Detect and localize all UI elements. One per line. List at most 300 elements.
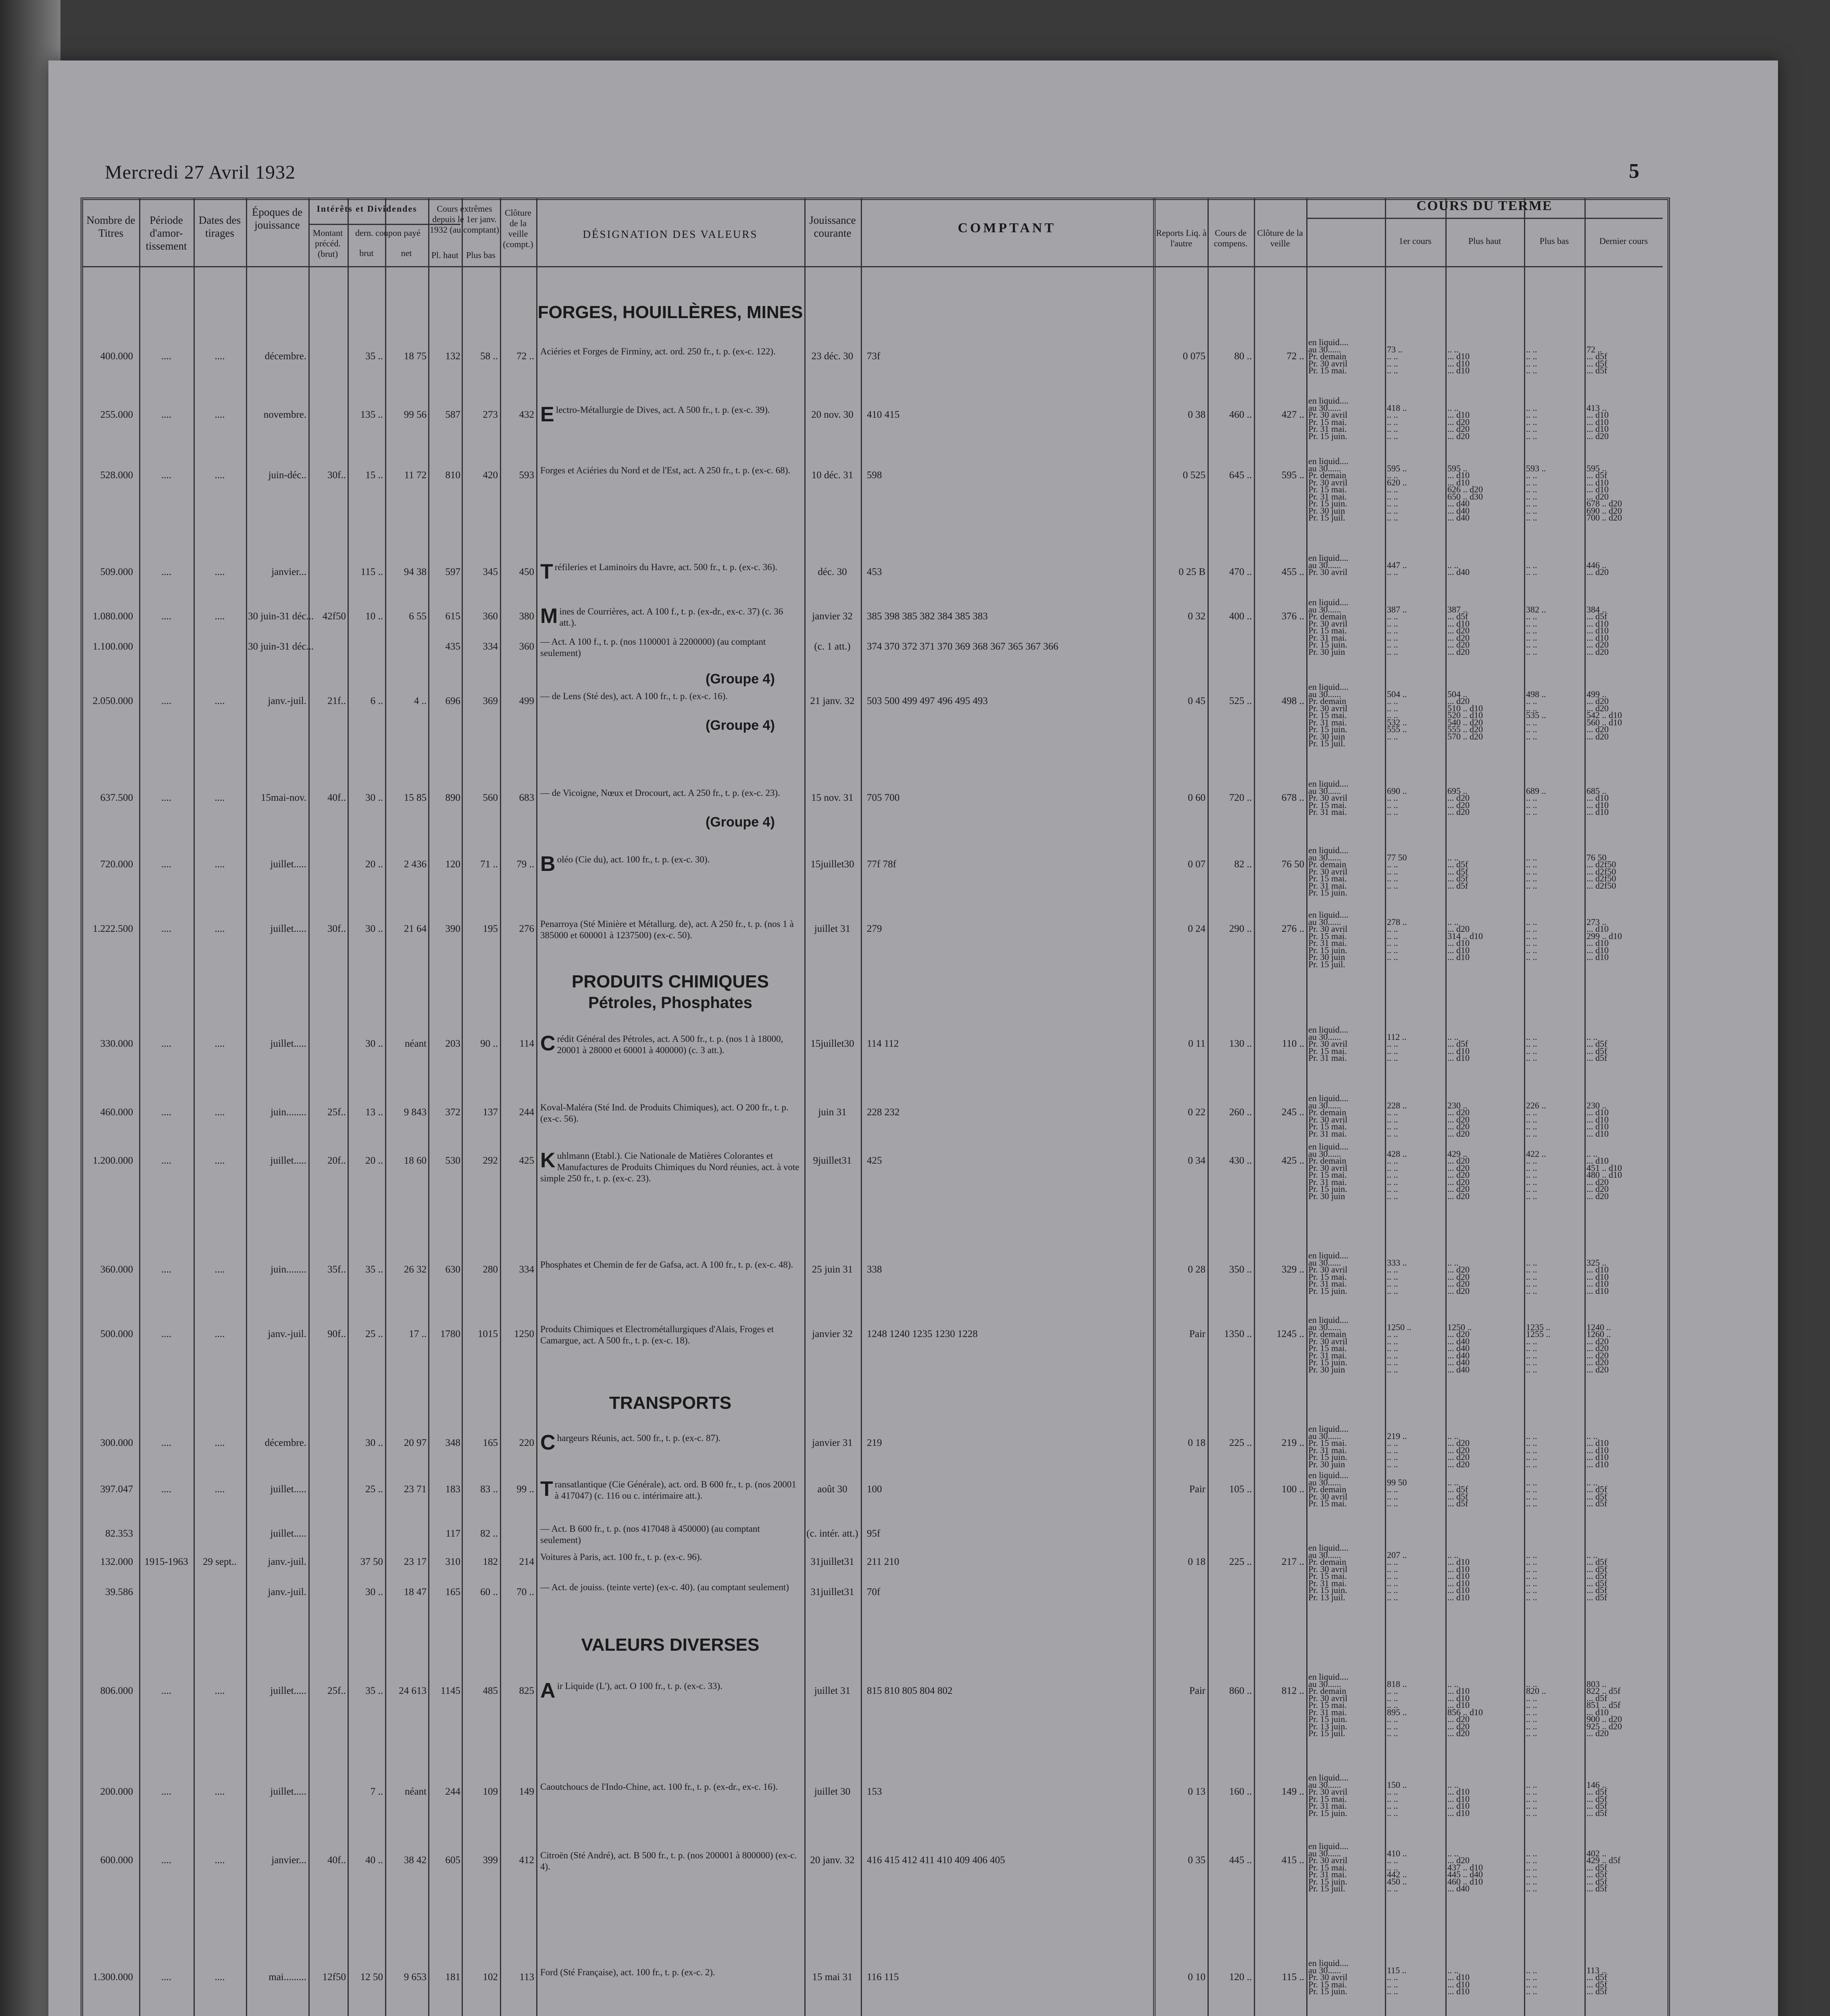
cell-net: 23 17 [404, 1556, 427, 1567]
designation-text: Phosphates et Chemin de fer de Gafsa, act. A 100 fr., t. p. (ex-c. 48). [540, 1260, 793, 1270]
cell-veille: 595 .. [1281, 470, 1304, 481]
cell-epoque: mai......... [269, 1972, 306, 1983]
cell-periode: .... [161, 1155, 171, 1166]
cell-compens: 1350 .. [1224, 1329, 1252, 1339]
cell-nombre: 1.100.000 [93, 641, 133, 652]
cell-compens: 120 .. [1229, 1972, 1252, 1983]
groupe-label: (Groupe 4) [706, 814, 775, 830]
cell-net: 2 436 [404, 859, 427, 870]
cell-jouissance: 10 déc. 31 [811, 470, 854, 481]
cell-compens: 460 .. [1229, 409, 1252, 420]
cell-nombre: 1.080.000 [93, 611, 133, 622]
cell-cloture: 1250 [514, 1329, 534, 1339]
cell-reports: 0 25 B [1178, 566, 1205, 577]
designation-text: lectro-Métallurgie de Dives, act. A 500 fr., t. p. (ex-c. 39). [556, 405, 770, 415]
col-plbas: Plus bas [466, 250, 495, 260]
cell-comptant: 410 415 [867, 409, 900, 420]
cell-nombre: 82.353 [105, 1528, 133, 1539]
table-row [0, 910, 1665, 969]
cell-cloture: 244 [519, 1107, 534, 1118]
cell-compens: 720 .. [1229, 792, 1252, 803]
cell-reports: 0 28 [1188, 1264, 1205, 1275]
cell-reports: 0 07 [1188, 859, 1205, 870]
cell-compens: 525 .. [1229, 696, 1252, 706]
terme-phaut: .. .. ... d5f ... d5f ... d5f [1447, 1477, 1468, 1508]
cell-net: 17 .. [409, 1329, 427, 1339]
terme-pbas: .. .. .. .. .. .. .. .. .. .. [1526, 402, 1537, 441]
cell-epoque: novembre. [263, 409, 306, 420]
cell-compens: 160 .. [1229, 1786, 1252, 1797]
terme-phaut: 387 .. ... d5f ... d10 ... d20 ... d20 ... d20 ... d20 [1447, 604, 1470, 657]
cell-dates: .... [214, 351, 225, 362]
cell-bas: 420 [483, 470, 498, 481]
cell-compens: 225 .. [1229, 1556, 1252, 1567]
cell-veille: 219 .. [1281, 1437, 1304, 1448]
cell-reports: 0 24 [1188, 923, 1205, 934]
terme-dernier: 113 .. ... d5f ... d5f ... d5f [1586, 1965, 1607, 1996]
terme-dernier: .. .. ... d5f ... d5f ... d5f [1586, 1031, 1607, 1063]
cell-bas: 165 [483, 1437, 498, 1448]
col-plus-haut: Plus haut [1468, 236, 1501, 246]
terme-terme: en liquid.... au 30...... Pr. 30 avril Pr. 15 mai. Pr. 31 mai. Pr. 15 juin. Pr. 30 juin Pr. 15 juil. [1308, 910, 1349, 969]
cell-montant: 42f50 [322, 611, 346, 622]
cell-cloture: 220 [519, 1437, 534, 1448]
cell-periode: 1915-1963 [144, 1556, 188, 1567]
terme-premier: 228 .. .. .. .. .. .. .. .. .. [1387, 1100, 1407, 1139]
designation-initial: K [540, 1149, 556, 1172]
cell-jouissance: juillet 30 [814, 1786, 851, 1797]
terme-dernier: 402 .. 429 .. d5f ... d5f ... d5f ... d5f ... d5f [1586, 1848, 1621, 1893]
designation-text: — Act. B 600 fr., t. p. (nos 417048 à 450000) (au comptant seulement) [540, 1524, 760, 1545]
cell-net: 23 71 [404, 1484, 427, 1495]
cell-jouissance: 15juillet30 [810, 1038, 854, 1049]
table-row [0, 456, 1665, 523]
cell-nombre: 528.000 [100, 470, 133, 481]
cell-reports: 0 18 [1188, 1556, 1205, 1567]
cell-reports: 0 22 [1188, 1107, 1205, 1118]
cell-epoque: 15mai-nov. [261, 792, 306, 803]
cell-brut: 12 50 [360, 1972, 383, 1983]
designation-text: ir Liquide (L'), act. O 100 fr., t. p. (ex-c. 33). [557, 1681, 722, 1691]
terme-dernier: 685 .. ... d10 ... d10 ... d10 [1586, 785, 1609, 817]
col-designation: DÉSIGNATION DES VALEURS [583, 228, 758, 240]
terme-pbas: .. .. .. .. .. .. .. .. .. .. [1526, 1779, 1537, 1818]
cell-brut: 13 .. [365, 1107, 383, 1118]
designation [540, 606, 800, 629]
terme-dernier: 446 .. ... d20 [1586, 560, 1609, 577]
terme-pbas: 593 .. .. .. .. .. .. .. .. .. .. .. .. .. .. .. [1526, 463, 1546, 523]
cell-montant: 20f.. [327, 1155, 346, 1166]
cell-comptant: 70f [867, 1587, 881, 1597]
cell-net: 21 64 [404, 923, 427, 934]
cell-comptant: 116 115 [867, 1972, 899, 1983]
col-brut: brut [359, 248, 374, 258]
cell-nombre: 720.000 [100, 859, 133, 870]
col-cours-du-terme: COURS DU TERME [1416, 198, 1553, 213]
cell-bas: 345 [483, 566, 498, 577]
terme-pbas: .. .. .. .. .. .. .. .. .. .. [1526, 852, 1537, 891]
cell-nombre: 1.200.000 [93, 1155, 133, 1166]
cell-jouissance: déc. 30 [818, 566, 847, 577]
cell-veille: 76 50 [1281, 859, 1304, 870]
terme-terme: en liquid.... au 30...... Pr. 30 avril Pr. 15 mai. Pr. 31 mai. [1308, 779, 1349, 817]
cell-brut: 7 .. [370, 1786, 383, 1797]
terme-premier: 410 .. .. .. .. .. 442 .. 450 .. .. .. [1387, 1848, 1407, 1893]
cell-comptant: 211 210 [867, 1556, 899, 1567]
cell-reports: 0 075 [1183, 351, 1205, 362]
cell-epoque: juillet..... [270, 1685, 306, 1696]
cell-periode: .... [161, 1484, 171, 1495]
designation [540, 1150, 800, 1184]
cell-bas: 195 [483, 923, 498, 934]
cell-nombre: 2.050.000 [93, 696, 133, 706]
terme-dernier: .. .. ... d5f ... d5f ... d5f ... d5f ... d5f ... d5f [1586, 1549, 1607, 1602]
cell-net: 94 38 [404, 566, 427, 577]
designation [540, 854, 800, 874]
table-row [0, 1315, 1665, 1375]
cell-periode: .... [161, 1264, 171, 1275]
cell-net: 20 97 [404, 1437, 427, 1448]
cell-brut: 35 .. [365, 1685, 383, 1696]
terme-phaut: .. .. ... d10 ... d10 ... d10 856 .. d10 ... d20 ... d20 ... d20 [1447, 1679, 1483, 1738]
cell-periode: .... [161, 566, 171, 577]
cell-montant: 12f50 [322, 1972, 346, 1983]
cell-jouissance: 23 déc. 30 [811, 351, 854, 362]
cell-nombre: 600.000 [100, 1855, 133, 1866]
terme-phaut: .. .. ... d20 314 .. d10 ... d10 ... d10 ... d10 [1447, 916, 1483, 962]
terme-premier: 418 .. .. .. .. .. .. .. .. .. [1387, 402, 1407, 441]
designation-text: — de Lens (Sté des), act. A 100 fr., t. p. (ex-c. 16). [540, 691, 728, 701]
cell-net: 9 843 [404, 1107, 427, 1118]
cell-reports: 0 525 [1183, 470, 1205, 481]
cell-veille: 455 .. [1281, 566, 1304, 577]
cell-montant: 30f.. [327, 470, 346, 481]
cell-bas: 292 [483, 1155, 498, 1166]
col-dates: Dates des tirages [198, 214, 241, 239]
terme-terme: en liquid.... au 30...... Pr. demain Pr. 30 avril Pr. 15 mai. Pr. 31 mai. Pr. 15 juin. Pr. 30 juin [1308, 597, 1349, 657]
cell-reports: Pair [1189, 1329, 1205, 1339]
designation-text: uhlmann (Etabl.). Cie Nationale de Matières Colorantes et Manufactures de Produits Chimiques du Nord réunies, act. à vote simple 250 fr., t. p. (ex-c. 23). [540, 1151, 799, 1183]
cell-comptant: 95f [867, 1528, 881, 1539]
col-reports: Reports Liq. à l'autre [1156, 228, 1207, 248]
cell-veille: 115 .. [1282, 1972, 1304, 1983]
cell-periode: .... [161, 1038, 171, 1049]
cell-haut: 117 [446, 1528, 460, 1539]
terme-dernier: 72 .. ... d5f ... d5f ... d5f [1586, 344, 1607, 375]
terme-dernier: 325 .. ... d10 ... d10 ... d10 ... d10 [1586, 1257, 1609, 1296]
cell-veille: 110 .. [1282, 1038, 1304, 1049]
cell-haut: 390 [445, 923, 460, 934]
cell-jouissance: 31juillet31 [810, 1587, 854, 1597]
cell-brut: 40 .. [365, 1855, 383, 1866]
designation-initial: T [540, 1477, 553, 1501]
terme-pbas: 382 .. .. .. .. .. .. .. .. .. .. .. .. .. [1526, 604, 1546, 657]
cell-comptant: 279 [867, 923, 882, 934]
cell-bas: 1015 [478, 1329, 498, 1339]
cell-periode: .... [161, 611, 171, 622]
cell-reports: 0 10 [1188, 1972, 1205, 1983]
cell-compens: 860 .. [1229, 1685, 1252, 1696]
cell-veille: 276 .. [1281, 923, 1304, 934]
cell-jouissance: (c. 1 att.) [814, 641, 851, 652]
cell-compens: 80 .. [1234, 351, 1252, 362]
cell-bas: 399 [483, 1855, 498, 1866]
terme-phaut: .. .. ... d5f ... d5f ... d5f ... d5f [1447, 852, 1468, 891]
terme-pbas: .. .. .. .. .. .. .. .. [1526, 344, 1537, 375]
cell-brut: 135 .. [360, 409, 383, 420]
cell-haut: 597 [445, 566, 460, 577]
cell-comptant: 114 112 [867, 1038, 899, 1049]
designation-initial: C [540, 1032, 556, 1055]
cell-net: 18 60 [404, 1155, 427, 1166]
cell-periode: .... [161, 1685, 171, 1696]
terme-terme: en liquid.... au 30...... Pr. demain Pr. 30 avril Pr. 15 mai. Pr. 31 mai. Pr. 15 juin. [1308, 845, 1349, 898]
cell-net: 26 32 [404, 1264, 427, 1275]
cell-nombre: 509.000 [100, 566, 133, 577]
cell-jouissance: 25 juin 31 [812, 1264, 853, 1275]
terme-premier: 504 .. .. .. .. .. .. .. 532 .. 555 .. .. .. [1387, 689, 1407, 741]
designation-text: Forges et Aciéries du Nord et de l'Est, act. A 250 fr., t. p. (ex-c. 68). [540, 465, 791, 475]
cell-cloture: 114 [519, 1038, 534, 1049]
cell-periode: .... [161, 1855, 171, 1866]
cell-haut: 435 [445, 641, 460, 652]
terme-terme: en liquid.... au 30...... Pr. 30 avril Pr. 15 mai. Pr. 31 mai. Pr. 15 juin. [1308, 396, 1349, 441]
designation [540, 1259, 800, 1270]
terme-terme: en liquid.... au 30...... Pr. 30 avril Pr. 15 mai. Pr. 31 mai. Pr. 15 juin. Pr. 15 juil. [1308, 1841, 1349, 1893]
cell-cloture: 432 [519, 409, 534, 420]
cell-dates: .... [214, 1264, 225, 1275]
table-row [0, 1093, 1665, 1139]
cell-compens: 645 .. [1229, 470, 1252, 481]
table-row [0, 553, 1665, 583]
designation-initial: C [540, 1431, 556, 1454]
section-title: FORGES, HOUILLÈRES, MINES [537, 302, 803, 322]
cell-haut: 203 [445, 1038, 460, 1049]
cell-brut: 20 .. [365, 1155, 383, 1166]
cell-compens: 130 .. [1229, 1038, 1252, 1049]
cell-veille: 415 .. [1281, 1855, 1304, 1866]
cell-bas: 182 [483, 1556, 498, 1567]
cell-reports: 0 38 [1188, 409, 1205, 420]
terme-dernier: 803 .. 822 .. d5f ... d5f 851 .. d5f ... d10 900 .. d20 925 .. d20 ... d20 [1586, 1679, 1622, 1738]
cell-cloture: 72 .. [516, 351, 534, 362]
cell-jouissance: juillet 31 [814, 1685, 851, 1696]
designation [540, 636, 800, 659]
col-premier: 1er cours [1399, 236, 1432, 246]
cell-nombre: 500.000 [100, 1329, 133, 1339]
cell-epoque: janv.-juil. [268, 1556, 306, 1567]
cell-brut: 6 .. [370, 696, 383, 706]
terme-dernier: 1240 .. 1260 .. ... d20 ... d20 ... d20 ... d20 ... d20 [1586, 1322, 1611, 1375]
cell-jouissance: août 30 [817, 1484, 847, 1495]
cell-bas: 71 .. [480, 859, 498, 870]
cell-dates: .... [214, 1484, 225, 1495]
cell-cloture: 683 [519, 792, 534, 803]
designation [540, 404, 800, 425]
cell-haut: 244 [445, 1786, 460, 1797]
terme-premier: 150 .. .. .. .. .. .. .. .. .. [1387, 1779, 1407, 1818]
cell-jouissance: 9juillet31 [813, 1155, 852, 1166]
cell-comptant: 1248 1240 1235 1230 1228 [867, 1329, 978, 1339]
cell-compens: 445 .. [1229, 1855, 1252, 1866]
terme-phaut: 1250 .. ... d20 ... d40 ... d40 ... d40 ... d40 ... d40 [1447, 1322, 1472, 1375]
cell-periode: .... [161, 1972, 171, 1983]
designation [540, 1552, 800, 1563]
cell-nombre: 1.222.500 [93, 923, 133, 934]
terme-pbas: 1235 .. 1255 .. .. .. .. .. .. .. .. .. .. .. [1526, 1322, 1551, 1375]
cell-comptant: 815 810 805 804 802 [867, 1685, 953, 1696]
terme-pbas: .. .. .. .. .. .. .. .. .. .. [1526, 1431, 1537, 1469]
terme-phaut: .. .. ... d40 [1447, 560, 1470, 577]
terme-pbas: 689 .. .. .. .. .. .. .. [1526, 785, 1546, 817]
cell-epoque: juillet..... [270, 1155, 306, 1166]
cell-comptant: 425 [867, 1155, 882, 1166]
cell-epoque: 30 juin-31 déc... [248, 641, 314, 652]
terme-terme: en liquid.... au 30...... Pr. 30 avril Pr. 15 mai. Pr. 31 mai. Pr. 15 juin. [1308, 1772, 1349, 1818]
cell-cloture: 214 [519, 1556, 534, 1567]
cell-compens: 105 .. [1229, 1484, 1252, 1495]
terme-phaut: 595 .. ... d10 ... d10 626 .. d20 650 .. d30 ... d40 ... d40 ... d40 [1447, 463, 1483, 523]
cell-haut: 181 [445, 1972, 460, 1983]
cell-periode: .... [161, 409, 171, 420]
cell-haut: 372 [445, 1107, 460, 1118]
terme-premier: 207 .. .. .. .. .. .. .. .. .. .. .. .. .. [1387, 1549, 1407, 1602]
cell-nombre: 39.586 [105, 1587, 133, 1597]
table-row [0, 637, 1665, 658]
cell-haut: 165 [445, 1587, 460, 1597]
terme-terme: en liquid.... au 30...... Pr. demain Pr. 30 avril Pr. 15 mai. [1308, 337, 1349, 375]
cell-bas: 273 [483, 409, 498, 420]
cell-jouissance: 15 mai 31 [812, 1972, 853, 1983]
table-row [0, 1470, 1665, 1508]
cell-veille: 427 .. [1281, 409, 1304, 420]
cell-veille: 678 .. [1281, 792, 1304, 803]
cell-periode: .... [161, 1786, 171, 1797]
cell-dates: .... [214, 1038, 225, 1049]
cell-bas: 60 .. [480, 1587, 498, 1597]
cell-reports: 0 32 [1188, 611, 1205, 622]
page-number: 5 [1629, 160, 1639, 183]
cell-brut: 30 .. [365, 1437, 383, 1448]
cell-haut: 630 [445, 1264, 460, 1275]
cell-veille: 498 .. [1281, 696, 1304, 706]
cell-montant: 40f.. [327, 1855, 346, 1866]
cell-jouissance: 20 janv. 32 [810, 1855, 855, 1866]
col-periode: Période d'amor-tissement [146, 214, 187, 252]
terme-premier: 333 .. .. .. .. .. .. .. .. .. [1387, 1257, 1407, 1296]
cell-jouissance: 31juillet31 [810, 1556, 854, 1567]
cell-brut: 30 .. [365, 1587, 383, 1597]
table-row [0, 337, 1665, 375]
terme-premier: 115 .. .. .. .. .. .. .. [1387, 1965, 1407, 1996]
col-montant: Montant précéd. (brut) [312, 228, 343, 259]
cell-dates: .... [214, 1155, 225, 1166]
cell-epoque: janv.-juil. [268, 1587, 306, 1597]
cell-cloture: 99 .. [516, 1484, 534, 1495]
cell-dates: .... [214, 696, 225, 706]
header-rule [83, 266, 1663, 267]
cell-net: 18 75 [404, 351, 427, 362]
cell-haut: 530 [445, 1155, 460, 1166]
terme-premier: 595 .. .. .. 620 .. .. .. .. .. .. .. .. .. .. .. [1387, 463, 1407, 523]
terme-pbas: .. .. .. .. .. .. .. .. [1526, 1477, 1537, 1508]
cell-compens: 430 .. [1229, 1155, 1252, 1166]
terme-dernier: 146 .. ... d5f ... d5f ... d5f ... d5f [1586, 1779, 1607, 1818]
cell-epoque: juillet..... [270, 1528, 306, 1539]
cell-epoque: juin........ [271, 1264, 306, 1275]
cell-comptant: 338 [867, 1264, 882, 1275]
cell-haut: 810 [445, 470, 460, 481]
cell-net: 38 42 [404, 1855, 427, 1866]
designation-text: Penarroya (Sté Minière et Métallurg. de), act. A 250 fr., t. p. (nos 1 à 385000 et 600001 à 1237500) (ex-c. 50). [540, 919, 794, 940]
cell-periode: .... [161, 923, 171, 934]
cell-nombre: 460.000 [100, 1107, 133, 1118]
cell-haut: 587 [445, 409, 460, 420]
cell-dates: .... [214, 1786, 225, 1797]
cell-bas: 82 .. [480, 1528, 498, 1539]
cell-bas: 334 [483, 641, 498, 652]
table-row [0, 1582, 1665, 1603]
designation [540, 562, 800, 582]
cell-epoque: juin-déc.. [268, 470, 306, 481]
designation-text: — Act. A 100 f., t. p. (nos 1100001 à 2200000) (au comptant seulement) [540, 637, 766, 658]
cell-brut: 115 .. [360, 566, 383, 577]
cell-bas: 137 [483, 1107, 498, 1118]
cell-compens: 350 .. [1229, 1264, 1252, 1275]
cell-reports: 0 11 [1188, 1038, 1205, 1049]
cell-cloture: 70 .. [516, 1587, 534, 1597]
cell-haut: 890 [445, 792, 460, 803]
cell-compens: 225 .. [1229, 1437, 1252, 1448]
cell-veille: 376 .. [1281, 611, 1304, 622]
designation-text: Aciéries et Forges de Firminy, act. ord. 250 fr., t. p. (ex-c. 122). [540, 346, 776, 356]
col-nombre: Nombre de Titres [86, 214, 135, 239]
cell-nombre: 200.000 [100, 1786, 133, 1797]
designation-text: Ford (Sté Française), act. 100 fr., t. p. (ex-c. 2). [540, 1967, 715, 1977]
cell-comptant: 385 398 385 382 384 385 383 [867, 611, 988, 622]
terme-terme: en liquid.... au 30...... Pr. demain Pr. 30 avril Pr. 15 mai. Pr. 31 mai. Pr. 15 juin. Pr. 30 juin [1308, 1141, 1349, 1201]
cell-nombre: 360.000 [100, 1264, 133, 1275]
cell-haut: 310 [445, 1556, 460, 1567]
section-title: VALEURS DIVERSES [581, 1635, 760, 1655]
table-row [0, 1672, 1665, 1738]
cell-veille: 72 .. [1287, 351, 1304, 362]
cell-net: néant [404, 1786, 427, 1797]
cell-haut: 1145 [440, 1685, 460, 1696]
cell-comptant: 73f [867, 351, 881, 362]
col-dern: dern. coupon payé [355, 228, 421, 238]
designation [540, 1582, 800, 1593]
cell-dates: .... [214, 566, 225, 577]
cell-brut: 30 .. [365, 792, 383, 803]
designation-initial: M [540, 604, 558, 628]
col-epoques: Époques de jouissance [252, 206, 303, 231]
terme-premier: 447 .. .. .. [1387, 560, 1407, 577]
cell-periode: .... [161, 1107, 171, 1118]
groupe-label: (Groupe 4) [706, 671, 775, 687]
terme-pbas: .. .. .. .. .. .. .. .. .. .. .. .. [1526, 1848, 1537, 1893]
cell-brut: 20 .. [365, 859, 383, 870]
col-net: net [401, 248, 412, 258]
page-date: Mercredi 27 Avril 1932 [105, 162, 296, 183]
terme-terme: en liquid.... au 30...... Pr. demain Pr. 30 avril Pr. 15 mai. Pr. 31 mai. Pr. 15 juin. Pr. 30 juin Pr. 15 juil. [1308, 456, 1349, 523]
cell-net: 4 .. [414, 696, 427, 706]
cell-montant: 21f.. [327, 696, 346, 706]
cell-cloture: 79 .. [516, 859, 534, 870]
table-row [0, 779, 1665, 817]
section-title: PRODUITS CHIMIQUES [572, 972, 769, 991]
cell-jouissance: janvier 31 [812, 1437, 853, 1448]
